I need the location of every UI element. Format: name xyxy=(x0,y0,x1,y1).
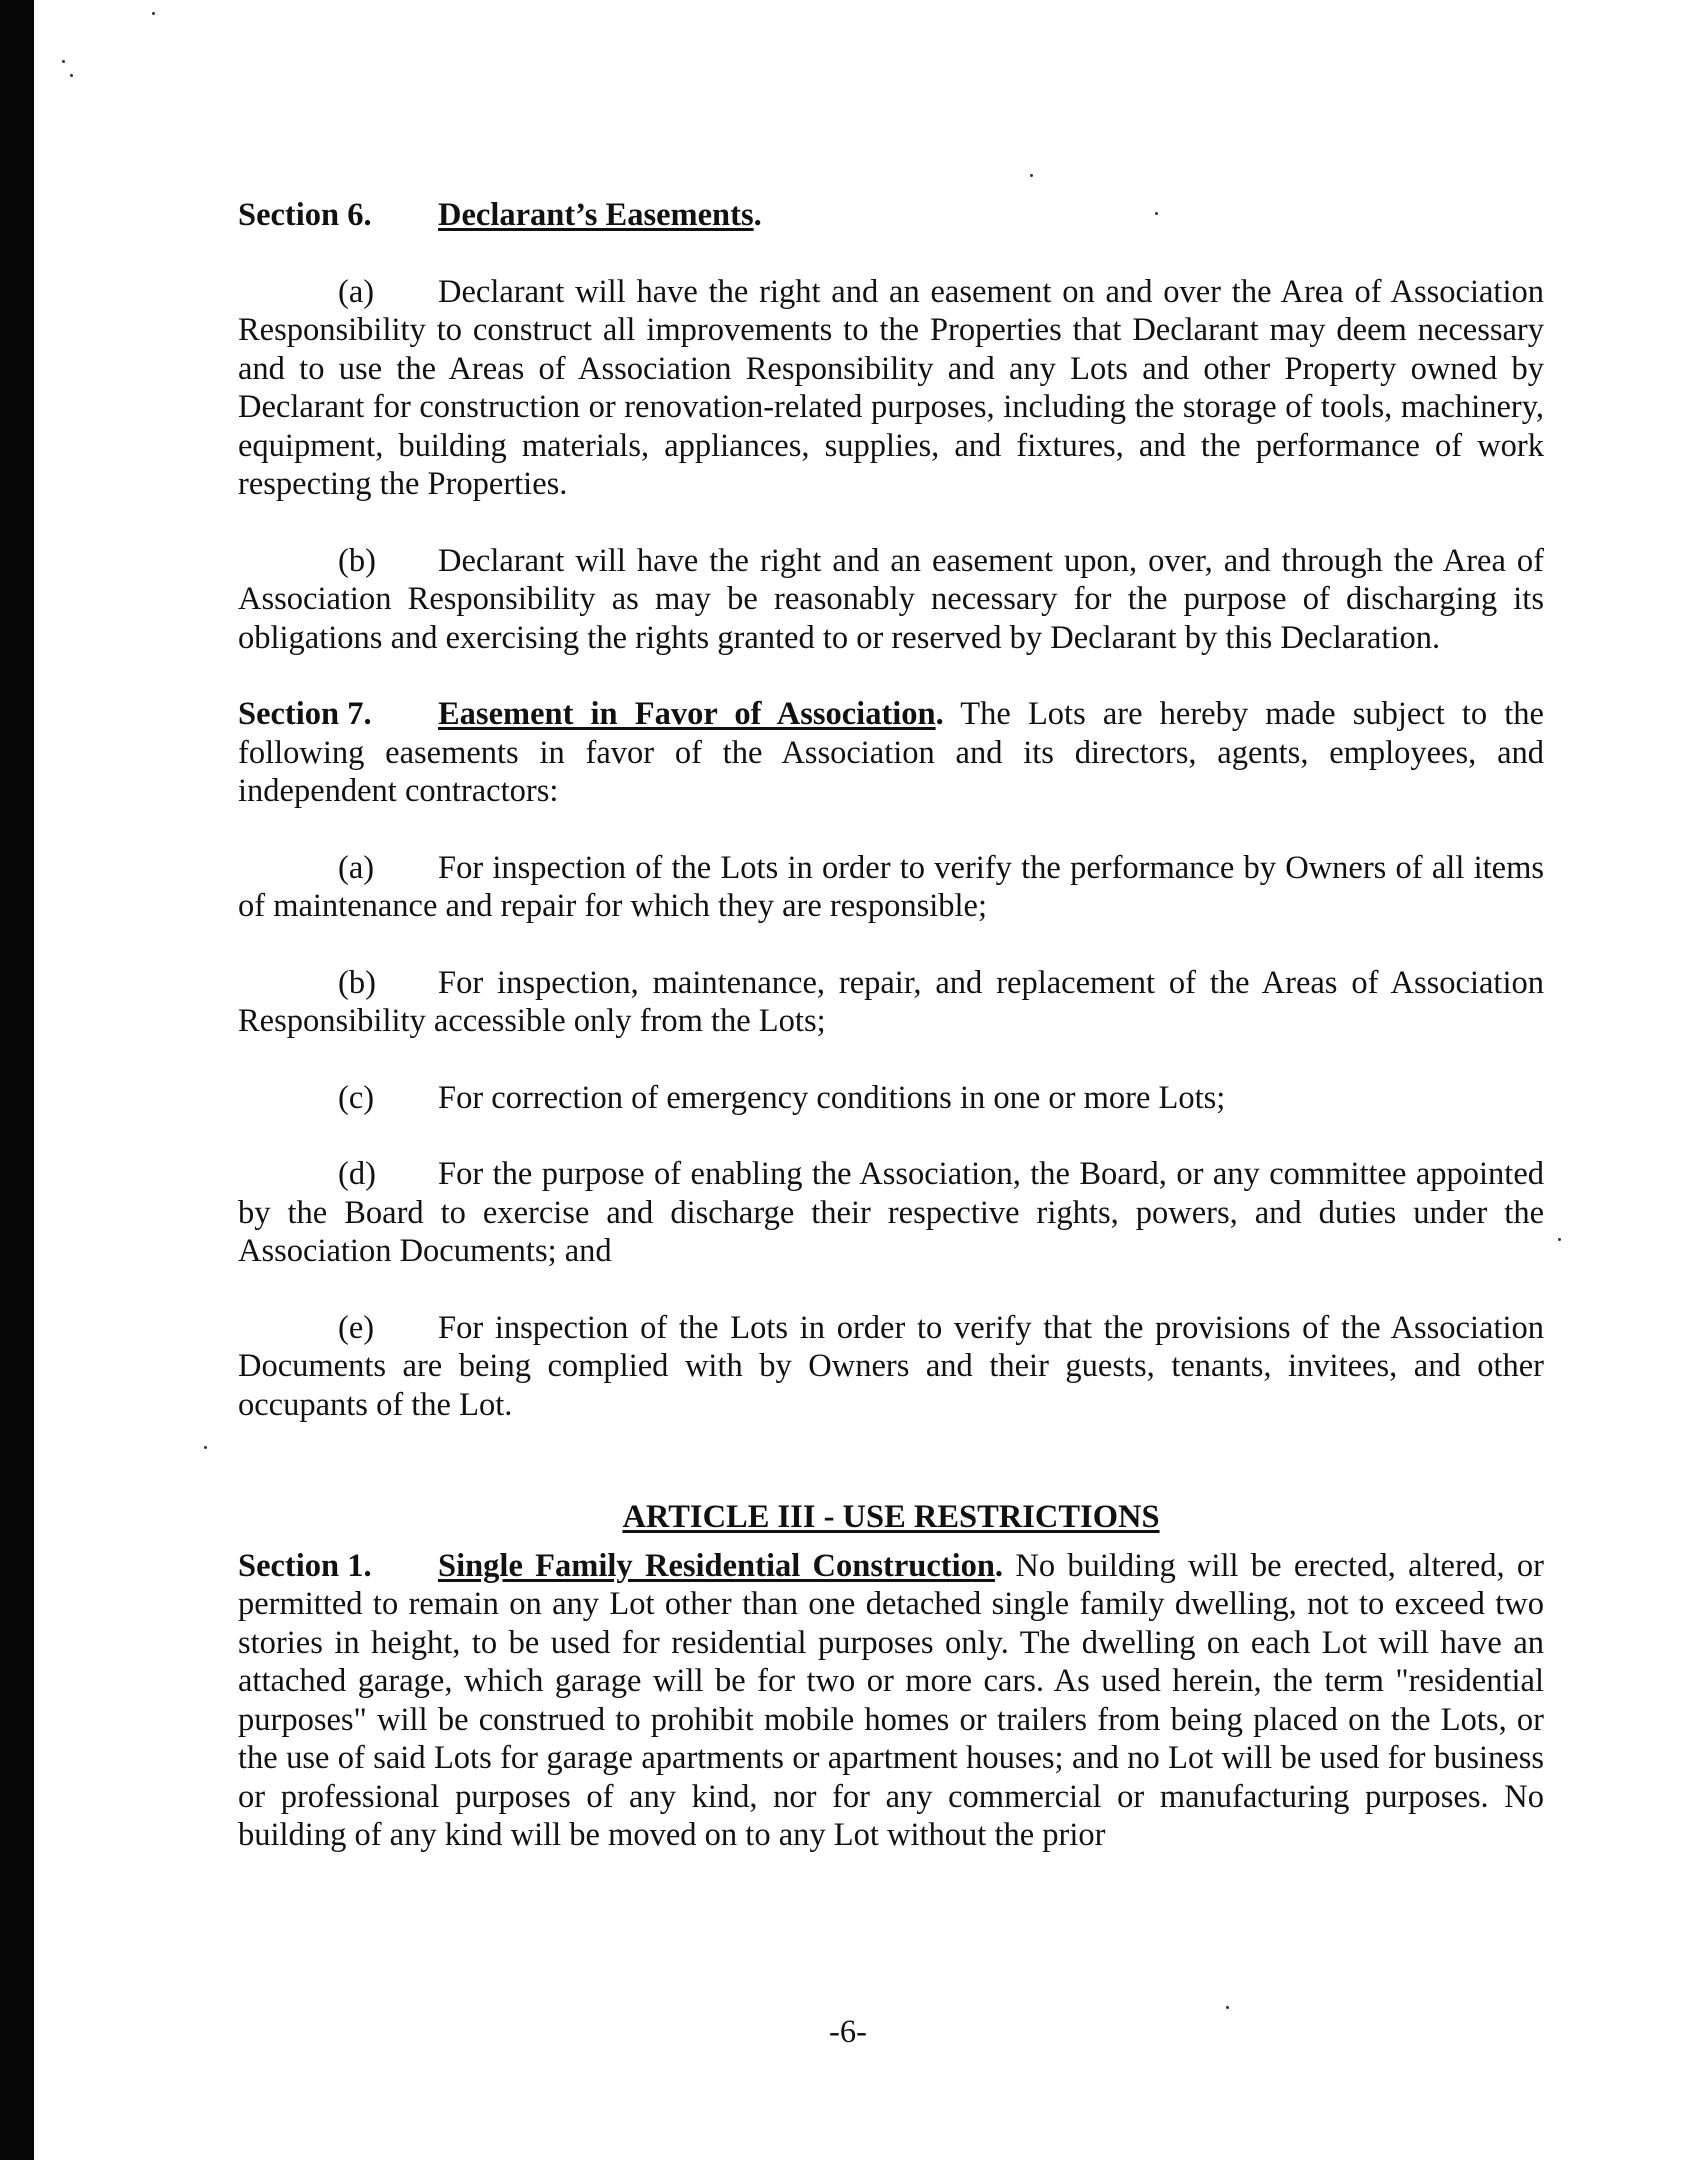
section-label: Section 6. xyxy=(238,197,372,233)
section-7-item-a xyxy=(238,849,1544,926)
item-label: (c) xyxy=(338,1079,375,1116)
item-label: (a) xyxy=(338,849,375,886)
article-heading: ARTICLE III - USE RESTRICTIONS xyxy=(622,1499,1160,1535)
section-6-item-b xyxy=(238,542,1544,658)
scan-speck xyxy=(70,74,73,77)
section-6-heading xyxy=(238,196,1544,235)
item-text: For inspection, maintenance, repair, and replacement of the Areas of Association Responsibility accessible only from the Lots; xyxy=(238,964,1544,1039)
item-label: (b) xyxy=(338,542,376,579)
section-7-item-b xyxy=(238,964,1544,1041)
article-3-section-1 xyxy=(238,1547,1544,1855)
scan-border xyxy=(0,0,34,2160)
scan-speck xyxy=(1226,2006,1229,2009)
section-7-item-d xyxy=(238,1155,1544,1271)
section-period: . xyxy=(753,197,762,233)
section-title: Single Family Residential Construction xyxy=(438,1547,995,1584)
section-intro: The Lots are hereby made subject to the following easements in favor of the Association and its directors, agents, employees, and independent contractors: xyxy=(238,696,1544,809)
section-label: Section 1. xyxy=(238,1547,372,1584)
section-7-paragraph xyxy=(238,695,1544,811)
item-text: For inspection of the Lots in order to verify the performance by Owners of all items of maintenance and repair for which they are responsible; xyxy=(238,849,1544,924)
section-period: . xyxy=(935,696,944,732)
item-text: For the purpose of enabling the Association, the Board, or any committee appointed by the Board to exercise and discharge their respective rights, powers, and duties under the Association Documents; and xyxy=(238,1156,1544,1269)
scan-speck xyxy=(1030,174,1033,177)
section-label: Section 7. xyxy=(238,696,372,732)
item-label: (e) xyxy=(338,1309,375,1346)
page-number: -6- xyxy=(829,2014,867,2050)
document-page xyxy=(238,196,1544,1855)
item-text: For inspection of the Lots in order to verify that the provisions of the Association Documents are being complied with by Owners and their guests, tenants, invitees, and other occupants of the Lot. xyxy=(238,1309,1544,1423)
section-7-item-c xyxy=(238,1079,1544,1118)
item-text: Declarant will have the right and an easement upon, over, and through the Area of Association Responsibility as may be reasonably necessary for the purpose of discharging its obligations and exercising the rights granted to or reserved by Declarant by this Declaration. xyxy=(238,542,1544,656)
item-text: Declarant will have the right and an easement on and over the Area of Association Responsibility to construct all improvements to the Properties that Declarant may deem necessary and to use the Areas of Association Responsibility and any Lots and other Property owned by Declarant for construction or renovation-related purposes, including the storage of tools, machinery, equipment, building materials, appliances, supplies, and fixtures, and the performance of work respecting the Properties. xyxy=(238,273,1544,502)
section-title: Declarant’s Easements xyxy=(438,197,754,233)
item-label: (b) xyxy=(338,964,376,1001)
item-label: (a) xyxy=(338,273,375,310)
scan-speck xyxy=(1558,1238,1561,1241)
scan-speck xyxy=(62,60,65,63)
section-period: . xyxy=(994,1547,1004,1584)
section-6-item-a xyxy=(238,273,1544,504)
scan-speck xyxy=(152,12,155,15)
section-title: Easement in Favor of Association xyxy=(438,696,936,732)
section-7-item-e xyxy=(238,1309,1544,1425)
scan-speck xyxy=(204,1446,207,1449)
item-label: (d) xyxy=(338,1156,376,1192)
item-text: For correction of emergency conditions in one or more Lots; xyxy=(438,1079,1226,1116)
section-text: No building will be erected, altered, or permitted to remain on any Lot other than one detached single family dwelling, not to exceed two stories in height, to be used for residential purposes only. The dwelling on each Lot will have an attached garage, which garage will be for two or more cars. As used herein, the term "residential purposes" will be construed to prohibit mobile homes or trailers from being placed on the Lots, or the use of said Lots for garage apartments or apartment houses; and no Lot will be used for business or professional purposes of any kind, nor for any commercial or manufacturing purposes. No building of any kind will be moved on to any Lot without the prior xyxy=(238,1547,1544,1853)
